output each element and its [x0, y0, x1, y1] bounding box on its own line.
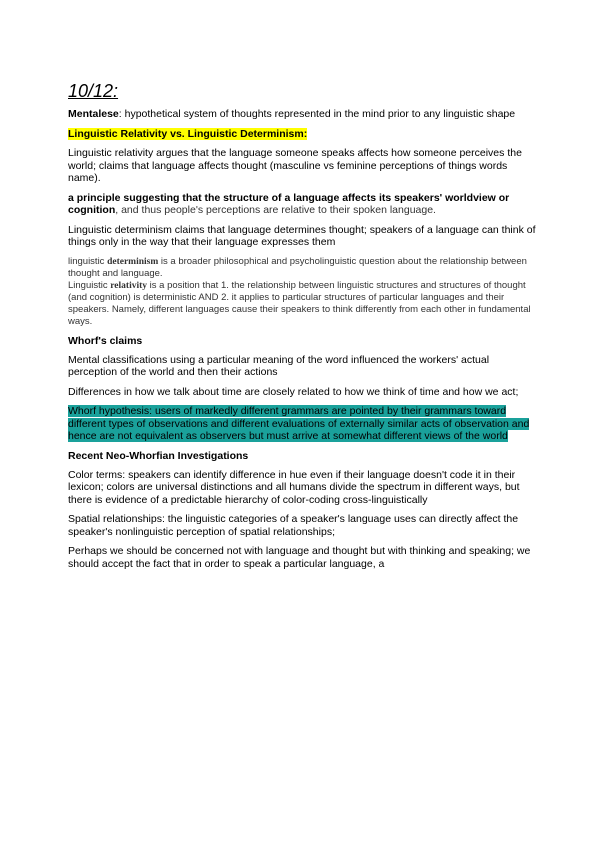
broader-text-d: Linguistic: [68, 279, 111, 291]
determinism-term: determinism: [107, 256, 159, 267]
relativity-paragraph: Linguistic relativity argues that the language someone speaks affects how someone perceives the world; claims that language affects thought (masculine vs feminine perceptions of things words name).: [68, 147, 522, 184]
teal-highlighted-hypothesis: Whorf hypothesis: users of markedly different grammars are pointed by their grammars toward different types of observations and different evaluations of externally similar acts of observation and hence are not equivalent as observers but must arrive at somewhat different views of the world: [68, 405, 530, 442]
principle-bold-text: a principle suggesting that the structure of a language affects its speakers' worldview or cognition: [68, 191, 510, 216]
time-paragraph: Differences in how we talk about time are closely related to how we think of time and how we act;: [68, 385, 519, 398]
relativity-term: relativity: [110, 280, 148, 291]
note-date: 10/12:: [68, 81, 119, 101]
broader-paragraph: [68, 256, 538, 328]
principle-rest-text: , and thus people's perceptions are relative to their spoken language.: [115, 204, 436, 216]
broader-text-f: is a position that 1. the relationship between linguistic structures and structures of thought (and cognition) is deterministic AND 2. it applies to particular structures of particular languages and their speakers. Namely, different languages cause their speakers to think differently from each other in fundamental ways.: [68, 279, 531, 327]
neo-whorfian-heading: Recent Neo-Whorfian Investigations: [68, 449, 249, 462]
mental-classifications-paragraph: Mental classifications using a particular meaning of the word influenced the workers' actual perception of the world and then their actions: [68, 353, 490, 378]
document-page: [68, 80, 538, 577]
color-terms-paragraph: Color terms: speakers can identify difference in hue even if their language doesn't code it in their lexicon; colors are universal distinctions and all humans divide the spectrum in different ways, but there is evidence of a predictable hierarchy of color-coding cross-linguistically: [68, 468, 520, 506]
whorf-claims-heading: Whorf's claims: [68, 334, 143, 347]
broader-text-a: linguistic: [68, 255, 108, 267]
highlighted-heading: Linguistic Relativity vs. Linguistic Determinism:: [68, 127, 308, 140]
spatial-relationships-paragraph: Spatial relationships: the linguistic categories of a speaker's language uses can directly affect the speaker's nonlinguistic perception of spatial relationships;: [68, 513, 519, 538]
principle-paragraph: [68, 192, 538, 217]
broader-text-c: is a broader philosophical and psycholinguistic question about the relationship between thought and language.: [68, 255, 527, 279]
section-heading-relativity-determinism: [68, 128, 538, 141]
mentalese-term: Mentalese: [68, 108, 119, 120]
mentalese-definition: : hypothetical system of thoughts represented in the mind prior to any linguistic shape: [118, 108, 516, 120]
mentalese-paragraph: [68, 108, 538, 121]
determinism-paragraph: Linguistic determinism claims that language determines thought; speakers of a language can think of things only in the way that their language expresses them: [68, 223, 536, 248]
whorf-hypothesis-paragraph: [68, 405, 538, 443]
perhaps-paragraph: Perhaps we should be concerned not with language and thought but with thinking and speaking; we should accept the fact that in order to speak a particular language, a: [68, 545, 531, 570]
